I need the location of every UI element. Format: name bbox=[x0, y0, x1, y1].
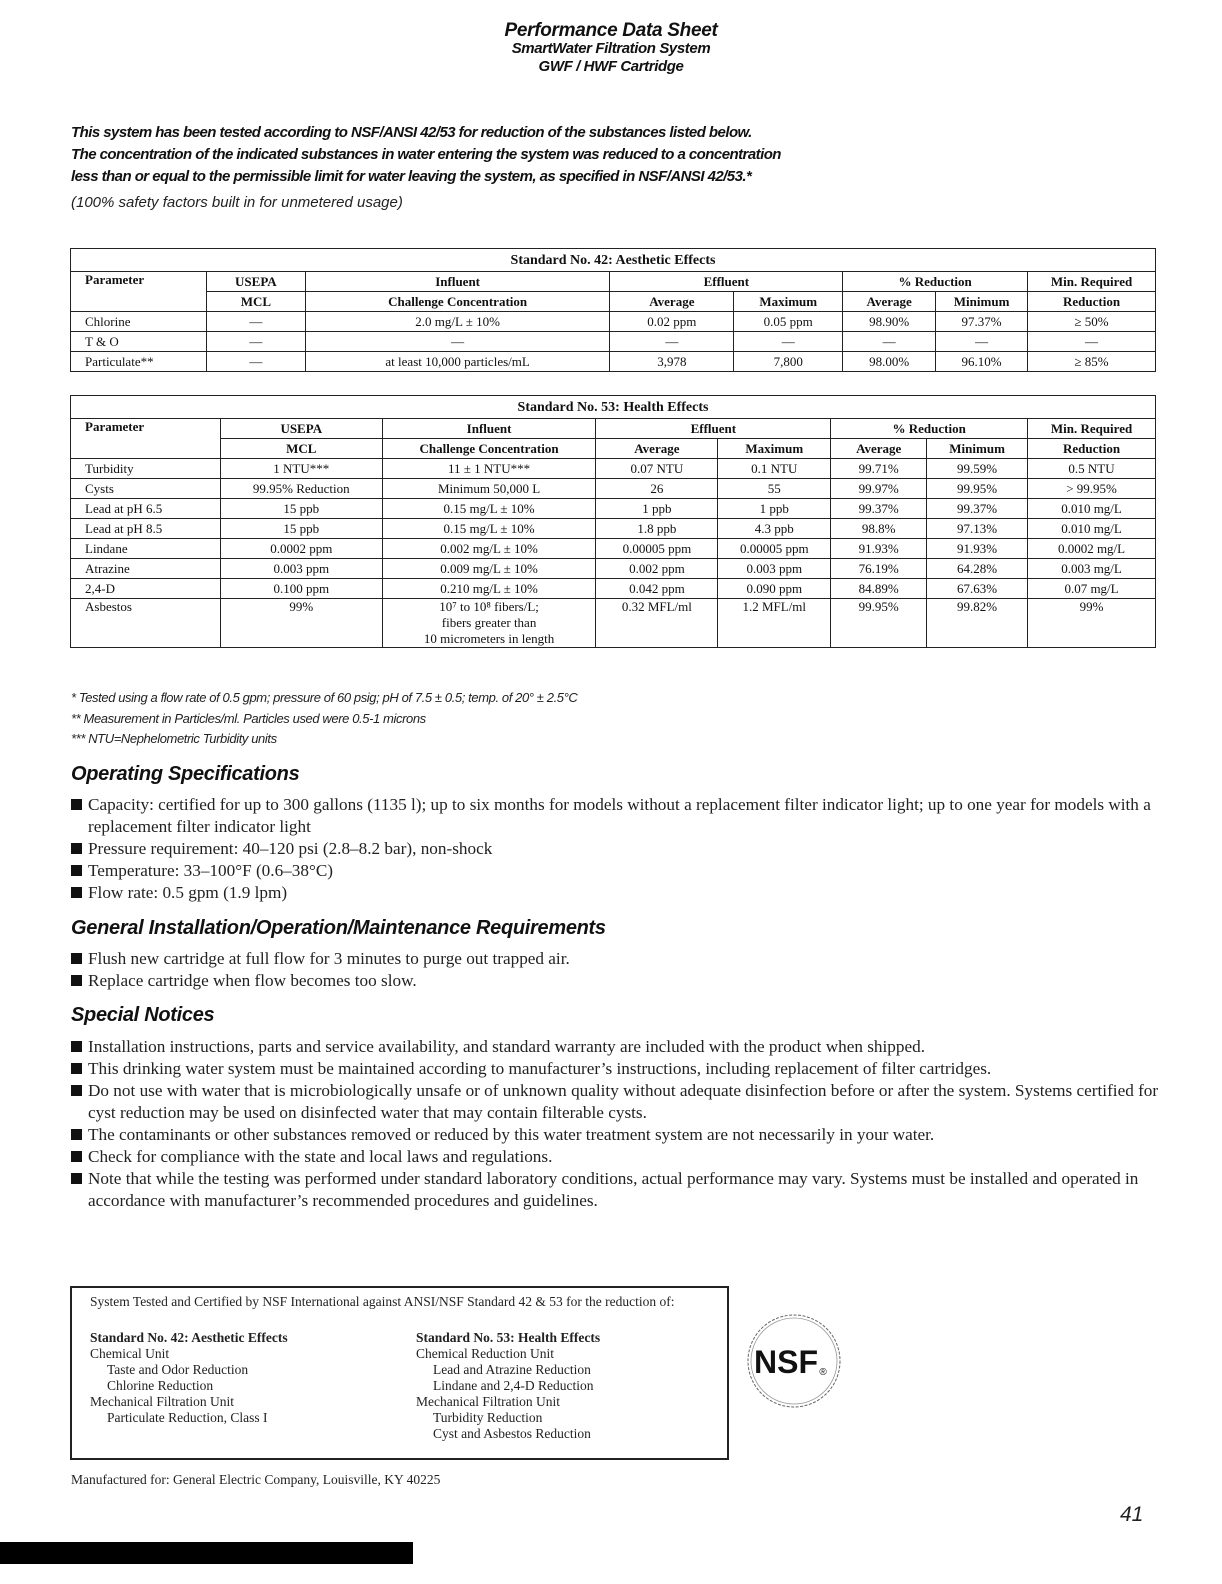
cell: Lead at pH 8.5 bbox=[71, 519, 221, 539]
table-row bbox=[71, 332, 1156, 352]
intro-line-3: less than or equal to the permissible limit for water leaving the system, as specified in NSF/ANSI 42/53.* bbox=[71, 168, 752, 185]
table-row bbox=[71, 519, 1156, 539]
scan-bar bbox=[0, 1542, 413, 1564]
list-item bbox=[71, 860, 1151, 882]
cell: 97.37% bbox=[936, 312, 1028, 332]
cell: 99.82% bbox=[927, 599, 1028, 648]
list-item-text: Capacity: certified for up to 300 gallons (1135 l); up to six months for models without a replacement filter indicator light; up to one year for models with a replacement filter indicator light bbox=[88, 795, 1151, 836]
cell: 96.10% bbox=[936, 352, 1028, 372]
list-item-text: Do not use with water that is microbiologically unsafe or of unknown quality without adequate disinfection before or after the system. Systems certified for cyst reduction may be used on disinfected water that may contain filterable cysts. bbox=[88, 1081, 1159, 1122]
bullet-square-icon bbox=[71, 887, 82, 898]
table-row bbox=[71, 499, 1156, 519]
cell: 0.05 ppm bbox=[734, 312, 843, 332]
cell: 99.95% bbox=[831, 599, 927, 648]
list-item-text: Temperature: 33–100°F (0.6–38°C) bbox=[88, 861, 334, 880]
asbestos-influent-line-1: 10⁷ to 10⁸ fibers/L; bbox=[439, 599, 539, 614]
cell: Asbestos bbox=[71, 599, 221, 648]
cell: 0.090 ppm bbox=[718, 579, 831, 599]
bullet-square-icon bbox=[71, 953, 82, 964]
col-effluent: Effluent bbox=[596, 419, 831, 439]
page-subtitle: SmartWater Filtration System bbox=[511, 40, 711, 57]
cell: 99.37% bbox=[831, 499, 927, 519]
cell: 91.93% bbox=[927, 539, 1028, 559]
cell: 4.3 ppb bbox=[718, 519, 831, 539]
cell: 2,4-D bbox=[71, 579, 221, 599]
bullet-square-icon bbox=[71, 975, 82, 986]
cell: 0.003 ppm bbox=[718, 559, 831, 579]
general-list bbox=[71, 948, 1151, 992]
cell: — bbox=[206, 332, 305, 352]
cell: — bbox=[305, 332, 610, 352]
operating-list bbox=[71, 794, 1151, 904]
cell: 0.002 ppm bbox=[596, 559, 718, 579]
col-reduction-minimum: Minimum bbox=[936, 292, 1028, 312]
cert-item: Lindane and 2,4-D Reduction bbox=[433, 1378, 594, 1393]
cell: 0.32 MFL/ml bbox=[596, 599, 718, 648]
cell: — bbox=[843, 332, 936, 352]
cert-item: Chemical Unit bbox=[90, 1346, 170, 1361]
col-mcl: MCL bbox=[206, 292, 305, 312]
list-item bbox=[71, 1036, 1161, 1058]
cell: — bbox=[1028, 332, 1156, 352]
cell: 91.93% bbox=[831, 539, 927, 559]
col-min-required: Min. Required bbox=[1028, 272, 1156, 292]
cell: 0.0002 ppm bbox=[220, 539, 382, 559]
cell: 99.37% bbox=[927, 499, 1028, 519]
asbestos-influent-line-2: fibers greater than bbox=[441, 615, 537, 630]
cell: at least 10,000 particles/mL bbox=[305, 352, 610, 372]
cell: 0.00005 ppm bbox=[596, 539, 718, 559]
footnote-1: * Tested using a flow rate of 0.5 gpm; pressure of 60 psig; pH of 7.5 ± 0.5; temp. of 20° ± 2.5°C bbox=[71, 690, 578, 705]
cell: 99.95% Reduction bbox=[220, 479, 382, 499]
cell: 0.15 mg/L ± 10% bbox=[382, 519, 596, 539]
col-mcl: MCL bbox=[220, 439, 382, 459]
cell: 0.100 ppm bbox=[220, 579, 382, 599]
col-reduction: % Reduction bbox=[843, 272, 1028, 292]
col-parameter: Parameter bbox=[71, 419, 221, 459]
cert-item: Mechanical Filtration Unit bbox=[90, 1394, 234, 1409]
cell: ≥ 50% bbox=[1028, 312, 1156, 332]
list-item-text: Replace cartridge when flow becomes too slow. bbox=[88, 971, 417, 990]
cell: 1 ppb bbox=[596, 499, 718, 519]
cell: 1.2 MFL/ml bbox=[718, 599, 831, 648]
col-min-required-2: Reduction bbox=[1028, 439, 1156, 459]
cell: 99% bbox=[1028, 599, 1156, 648]
bullet-square-icon bbox=[71, 865, 82, 876]
cert-right-column bbox=[416, 1330, 600, 1442]
cell: — bbox=[734, 332, 843, 352]
bullet-square-icon bbox=[71, 1129, 82, 1140]
cell: 0.003 ppm bbox=[220, 559, 382, 579]
table-row bbox=[71, 539, 1156, 559]
cert-item: Particulate Reduction, Class I bbox=[107, 1410, 268, 1425]
table-row bbox=[71, 579, 1156, 599]
cell: 55 bbox=[718, 479, 831, 499]
page-header bbox=[0, 22, 1222, 76]
table-standard-42 bbox=[70, 248, 1156, 372]
list-item-text: Flow rate: 0.5 gpm (1.9 lpm) bbox=[88, 883, 288, 902]
col-challenge: Challenge Concentration bbox=[382, 439, 596, 459]
bullet-square-icon bbox=[71, 799, 82, 810]
cell: 1.8 ppb bbox=[596, 519, 718, 539]
col-reduction-average: Average bbox=[831, 439, 927, 459]
cell: 0.002 mg/L ± 10% bbox=[382, 539, 596, 559]
cell: 0.009 mg/L ± 10% bbox=[382, 559, 596, 579]
cell: ≥ 85% bbox=[1028, 352, 1156, 372]
table-row bbox=[71, 479, 1156, 499]
cell: 3,978 bbox=[610, 352, 734, 372]
list-item-text: The contaminants or other substances removed or reduced by this water treatment system are not necessarily in your water. bbox=[88, 1125, 935, 1144]
cell: 0.07 mg/L bbox=[1028, 579, 1156, 599]
cell: — bbox=[936, 332, 1028, 352]
cell: 0.0002 mg/L bbox=[1028, 539, 1156, 559]
col-min-required-2: Reduction bbox=[1028, 292, 1156, 312]
cell: 99.59% bbox=[927, 459, 1028, 479]
cell: 0.1 NTU bbox=[718, 459, 831, 479]
nsf-registered-mark: ® bbox=[819, 1367, 827, 1378]
bullet-square-icon bbox=[71, 1041, 82, 1052]
cert-item: Lead and Atrazine Reduction bbox=[433, 1362, 591, 1377]
list-item bbox=[71, 1124, 1161, 1146]
list-item-text: This drinking water system must be maintained according to manufacturer’s instructions, including replacement of filter cartridges. bbox=[88, 1059, 992, 1078]
nsf-logo-icon bbox=[746, 1313, 842, 1409]
table-standard-53 bbox=[70, 395, 1156, 648]
nsf-logo-text: NSF bbox=[754, 1344, 818, 1380]
cell: Turbidity bbox=[71, 459, 221, 479]
table-53-caption: Standard No. 53: Health Effects bbox=[71, 396, 1156, 419]
cert-item: Cyst and Asbestos Reduction bbox=[433, 1426, 591, 1441]
section-operating-specifications: Operating Specifications bbox=[71, 763, 300, 785]
cell: 11 ± 1 NTU*** bbox=[382, 459, 596, 479]
asbestos-influent-line-3: 10 micrometers in length bbox=[423, 631, 555, 646]
cell: 99.71% bbox=[831, 459, 927, 479]
cell: T & O bbox=[71, 332, 207, 352]
cell: — bbox=[206, 312, 305, 332]
cert-header: System Tested and Certified by NSF International against ANSI/NSF Standard 42 & 53 for the reduction of: bbox=[90, 1294, 675, 1309]
cell: 2.0 mg/L ± 10% bbox=[305, 312, 610, 332]
cell: 1 ppb bbox=[718, 499, 831, 519]
cell: 1 NTU*** bbox=[220, 459, 382, 479]
section-special-notices: Special Notices bbox=[71, 1004, 215, 1026]
intro-note: (100% safety factors built in for unmetered usage) bbox=[71, 194, 403, 211]
cert-item: Chlorine Reduction bbox=[107, 1378, 214, 1393]
col-reduction: % Reduction bbox=[831, 419, 1028, 439]
cert-item: Chemical Reduction Unit bbox=[416, 1346, 554, 1361]
cell: 0.003 mg/L bbox=[1028, 559, 1156, 579]
cell: 98.90% bbox=[843, 312, 936, 332]
table-row bbox=[71, 352, 1156, 372]
list-item-text: Note that while the testing was performed under standard laboratory conditions, actual performance may vary. Systems must be installed and operated in accordance with manufacturer’s recommended procedures and guidelines. bbox=[88, 1169, 1139, 1210]
list-item-text: Flush new cartridge at full flow for 3 minutes to purge out trapped air. bbox=[88, 949, 570, 968]
bullet-square-icon bbox=[71, 1151, 82, 1162]
cell: Particulate** bbox=[71, 352, 207, 372]
bullet-square-icon bbox=[71, 1173, 82, 1184]
cell: 15 ppb bbox=[220, 519, 382, 539]
cell: Atrazine bbox=[71, 559, 221, 579]
footnote-2: ** Measurement in Particles/ml. Particles used were 0.5-1 microns bbox=[71, 711, 426, 726]
cell: 0.00005 ppm bbox=[718, 539, 831, 559]
cell: 99.95% bbox=[927, 479, 1028, 499]
cell: 97.13% bbox=[927, 519, 1028, 539]
bullet-square-icon bbox=[71, 1085, 82, 1096]
cell: 0.15 mg/L ± 10% bbox=[382, 499, 596, 519]
notices-list bbox=[71, 1036, 1161, 1212]
bullet-square-icon bbox=[71, 843, 82, 854]
cell: 0.010 mg/L bbox=[1028, 519, 1156, 539]
table-row bbox=[71, 559, 1156, 579]
list-item bbox=[71, 1058, 1161, 1080]
cert-item: Turbidity Reduction bbox=[433, 1410, 543, 1425]
intro-line-1: This system has been tested according to NSF/ANSI 42/53 for reduction of the substances listed below. bbox=[71, 124, 752, 141]
col-usepa: USEPA bbox=[206, 272, 305, 292]
col-reduction-minimum: Minimum bbox=[927, 439, 1028, 459]
table-row-asbestos bbox=[71, 599, 1156, 648]
list-item bbox=[71, 1146, 1161, 1168]
cell: — bbox=[610, 332, 734, 352]
list-item bbox=[71, 794, 1151, 838]
cell: 0.02 ppm bbox=[610, 312, 734, 332]
cell-influent-asbestos bbox=[382, 599, 596, 648]
section-general-requirements: General Installation/Operation/Maintenance Requirements bbox=[71, 917, 606, 939]
col-usepa: USEPA bbox=[220, 419, 382, 439]
table-row bbox=[71, 459, 1156, 479]
cert-item: Mechanical Filtration Unit bbox=[416, 1394, 560, 1409]
col-effluent-maximum: Maximum bbox=[718, 439, 831, 459]
cell: 0.010 mg/L bbox=[1028, 499, 1156, 519]
intro-line-2: The concentration of the indicated substances in water entering the system was reduced to a concentration bbox=[71, 146, 781, 163]
col-reduction-average: Average bbox=[843, 292, 936, 312]
cell: 26 bbox=[596, 479, 718, 499]
cell: Chlorine bbox=[71, 312, 207, 332]
list-item bbox=[71, 1168, 1161, 1212]
col-effluent: Effluent bbox=[610, 272, 843, 292]
cell: 67.63% bbox=[927, 579, 1028, 599]
list-item bbox=[71, 970, 1151, 992]
certification-box bbox=[70, 1286, 729, 1460]
col-effluent-average: Average bbox=[610, 292, 734, 312]
list-item-text: Check for compliance with the state and local laws and regulations. bbox=[88, 1147, 553, 1166]
col-effluent-maximum: Maximum bbox=[734, 292, 843, 312]
cert-right-title: Standard No. 53: Health Effects bbox=[416, 1330, 601, 1345]
cell: 98.8% bbox=[831, 519, 927, 539]
list-item bbox=[71, 838, 1151, 860]
col-parameter: Parameter bbox=[71, 272, 207, 312]
list-item bbox=[71, 882, 1151, 904]
cell: 0.210 mg/L ± 10% bbox=[382, 579, 596, 599]
list-item-text: Installation instructions, parts and service availability, and standard warranty are included with the product when shipped. bbox=[88, 1037, 926, 1056]
cell: 15 ppb bbox=[220, 499, 382, 519]
cell: 0.5 NTU bbox=[1028, 459, 1156, 479]
cell: 76.19% bbox=[831, 559, 927, 579]
page-number: 41 bbox=[1120, 1503, 1144, 1526]
list-item bbox=[71, 948, 1151, 970]
cell: 64.28% bbox=[927, 559, 1028, 579]
col-challenge: Challenge Concentration bbox=[305, 292, 610, 312]
table-42-caption: Standard No. 42: Aesthetic Effects bbox=[71, 249, 1156, 272]
cartridge-label: GWF / HWF Cartridge bbox=[538, 58, 684, 75]
cell: Lead at pH 6.5 bbox=[71, 499, 221, 519]
list-item bbox=[71, 1080, 1161, 1124]
cert-left-title: Standard No. 42: Aesthetic Effects bbox=[90, 1330, 288, 1345]
col-effluent-average: Average bbox=[596, 439, 718, 459]
list-item-text: Pressure requirement: 40–120 psi (2.8–8.2 bar), non-shock bbox=[88, 839, 493, 858]
col-min-required: Min. Required bbox=[1028, 419, 1156, 439]
page-title: Performance Data Sheet bbox=[504, 20, 718, 41]
cert-left-column bbox=[90, 1330, 288, 1426]
footnote-3: *** NTU=Nephelometric Turbidity units bbox=[71, 731, 277, 746]
cell: 0.07 NTU bbox=[596, 459, 718, 479]
col-influent: Influent bbox=[382, 419, 596, 439]
cell: 7,800 bbox=[734, 352, 843, 372]
cell: 98.00% bbox=[843, 352, 936, 372]
bullet-square-icon bbox=[71, 1063, 82, 1074]
cell: > 99.95% bbox=[1028, 479, 1156, 499]
col-influent: Influent bbox=[305, 272, 610, 292]
cell: 99.97% bbox=[831, 479, 927, 499]
cell: Cysts bbox=[71, 479, 221, 499]
cert-item: Taste and Odor Reduction bbox=[107, 1362, 249, 1377]
cell: 99% bbox=[220, 599, 382, 648]
cell: Lindane bbox=[71, 539, 221, 559]
cell: 0.042 ppm bbox=[596, 579, 718, 599]
cell: — bbox=[206, 352, 305, 372]
cell: Minimum 50,000 L bbox=[382, 479, 596, 499]
table-row bbox=[71, 312, 1156, 332]
manufacturer-line: Manufactured for: General Electric Company, Louisville, KY 40225 bbox=[71, 1472, 441, 1487]
cell: 84.89% bbox=[831, 579, 927, 599]
